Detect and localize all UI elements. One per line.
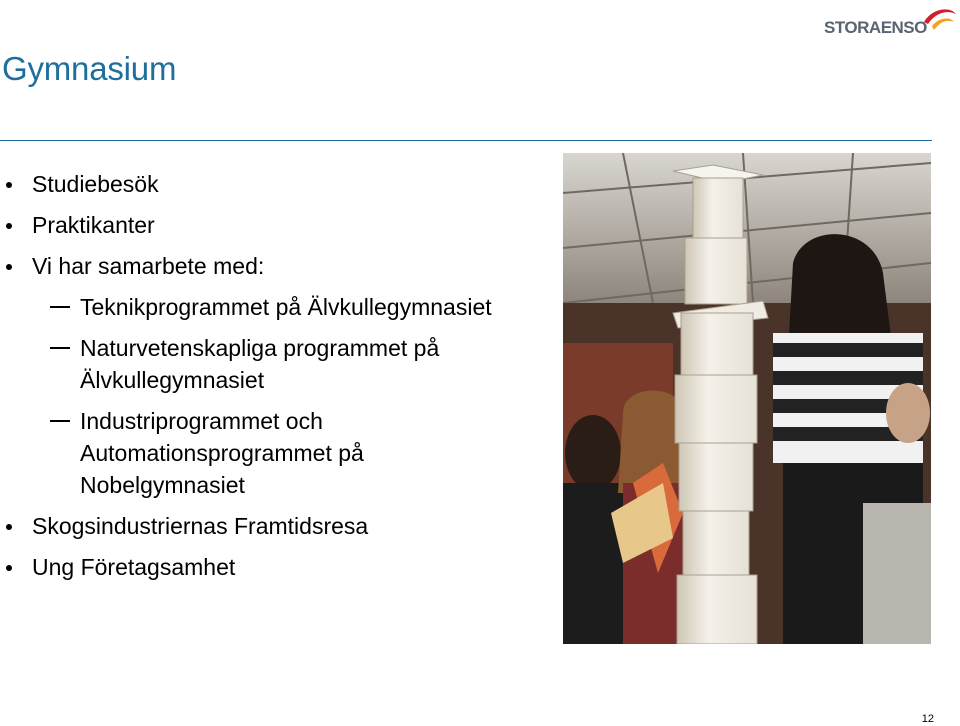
bullet-dot-icon — [6, 182, 12, 188]
dash-icon — [50, 306, 70, 308]
storaenso-logo — [820, 4, 960, 44]
title-divider — [0, 140, 932, 141]
sub-bullet-item: Teknikprogrammet på Älvkullegymnasiet — [0, 291, 550, 323]
dash-icon — [50, 347, 70, 349]
bullet-list — [0, 168, 560, 592]
dash-icon — [50, 420, 70, 422]
bullet-item: Praktikanter — [0, 209, 560, 241]
bullet-item: Vi har samarbete med: — [0, 250, 560, 282]
page-number: 12 — [921, 713, 934, 725]
bullet-dot-icon — [6, 223, 12, 229]
bullet-dot-icon — [6, 524, 12, 530]
bullet-item: Ung Företagsamhet — [0, 551, 560, 583]
bullet-item: Skogsindustriernas Framtidsresa — [0, 510, 560, 542]
logo-text: STORAENSO — [824, 18, 927, 37]
bullet-dot-icon — [6, 565, 12, 571]
sub-bullet-item: Naturvetenskapliga programmet på Älvkullegymnasiet — [0, 332, 550, 396]
photo-students-paper-tower — [563, 153, 931, 644]
slide-title: Gymnasium — [2, 50, 177, 87]
sub-bullet-item: Industriprogrammet och Automationsprogrammet på Nobelgymnasiet — [0, 405, 480, 501]
bullet-dot-icon — [6, 264, 12, 270]
photo-illustration — [563, 153, 931, 644]
bullet-item: Studiebesök — [0, 168, 560, 200]
